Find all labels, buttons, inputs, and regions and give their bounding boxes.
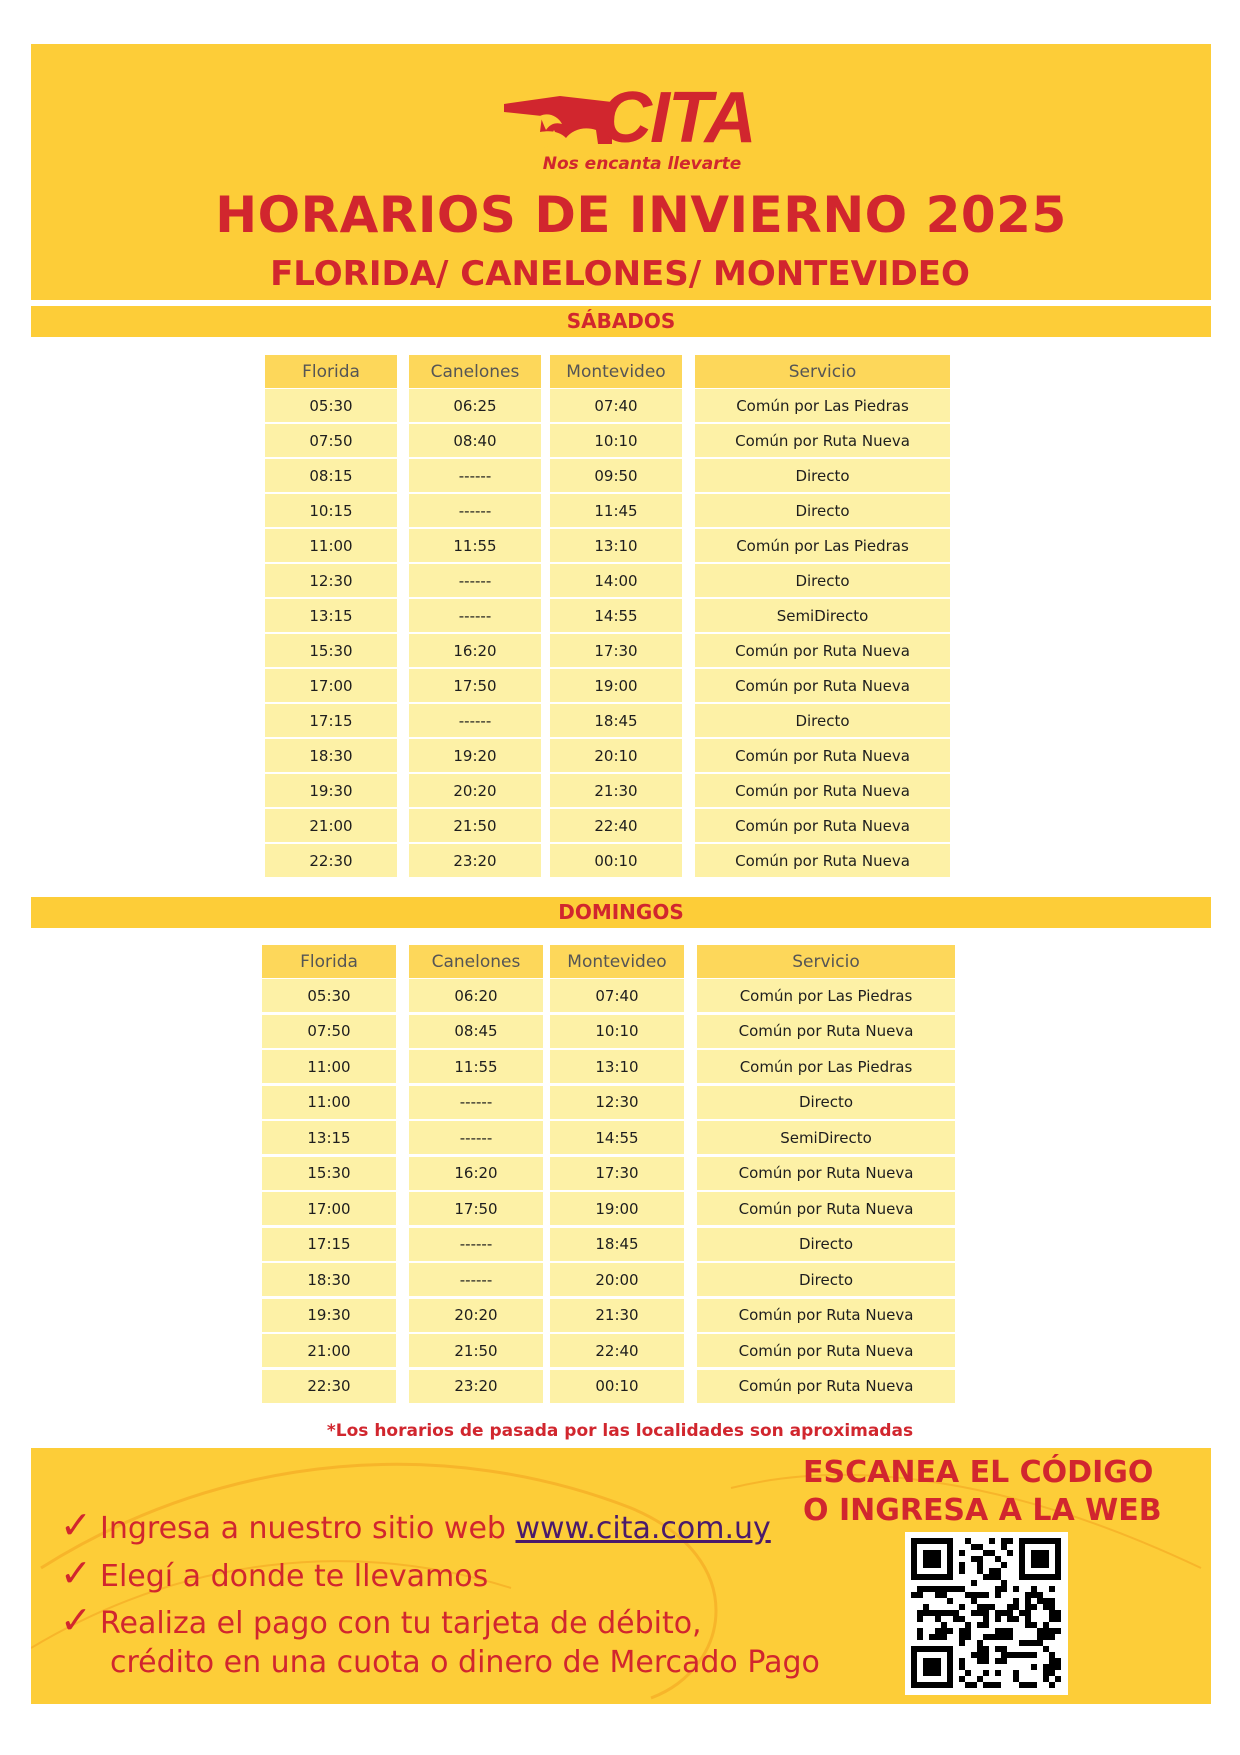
table-cell: 14:55 (550, 599, 682, 632)
table-cell: 22:40 (550, 1334, 684, 1367)
table-cell: 08:15 (265, 459, 397, 492)
table-cell: 09:50 (550, 459, 682, 492)
table-cell: ------ (409, 459, 541, 492)
table-cell: 21:30 (550, 774, 682, 807)
table-cell: 22:30 (265, 844, 397, 877)
table-cell: Común por Ruta Nueva (697, 1370, 955, 1403)
column-header: Canelones (409, 355, 541, 388)
table-cell: 00:10 (550, 844, 682, 877)
qr-code-image (905, 1532, 1068, 1695)
table-cell: 11:55 (409, 1050, 543, 1083)
table-cell: Directo (695, 564, 950, 597)
table-cell: 16:20 (409, 1157, 543, 1190)
table-cell: ------ (409, 704, 541, 737)
table-cell: Común por Las Piedras (695, 389, 950, 422)
table-cell: ------ (409, 1086, 543, 1119)
table-cell: 13:15 (265, 599, 397, 632)
column-florida (265, 355, 397, 877)
table-cell: Común por Ruta Nueva (695, 739, 950, 772)
table-cell: 16:20 (409, 634, 541, 667)
cta-line-2: O INGRESA A LA WEB (803, 1493, 1162, 1528)
table-cell: Común por Ruta Nueva (697, 1334, 955, 1367)
table-cell: 07:50 (262, 1015, 396, 1048)
column-header: Florida (265, 355, 397, 388)
table-cell: Común por Ruta Nueva (695, 424, 950, 457)
table-cell: 13:10 (550, 529, 682, 562)
step-1 (60, 1503, 771, 1547)
step-3-continued: crédito en una cuota o dinero de Mercado Pago (110, 1645, 820, 1680)
table-cell: Común por Ruta Nueva (697, 1192, 955, 1225)
table-cell: 17:50 (409, 669, 541, 702)
table-cell: 23:20 (409, 1370, 543, 1403)
table-cell: Directo (695, 704, 950, 737)
table-cell: 19:00 (550, 1192, 684, 1225)
table-cell: 21:30 (550, 1299, 684, 1332)
checkmark-icon: ✓ (60, 1503, 92, 1547)
checkmark-icon: ✓ (60, 1598, 92, 1642)
table-cell: 22:30 (262, 1370, 396, 1403)
qr-code[interactable] (905, 1532, 1068, 1695)
table-cell: Directo (697, 1086, 955, 1119)
table-cell: Común por Ruta Nueva (697, 1015, 955, 1048)
table-cell: Común por Ruta Nueva (695, 669, 950, 702)
table-cell: 10:10 (550, 424, 682, 457)
logo-wordmark: CITA (600, 78, 755, 158)
step-3-text: Realiza el pago con tu tarjeta de débito, (100, 1606, 702, 1641)
column-header: Servicio (697, 945, 955, 978)
table-cell: 18:30 (262, 1263, 396, 1296)
table-cell: Directo (695, 494, 950, 527)
section-header-sabados: SÁBADOS (31, 306, 1211, 337)
table-cell: Común por Las Piedras (697, 979, 955, 1012)
table-cell: 10:10 (550, 1015, 684, 1048)
table-cell: 14:55 (550, 1121, 684, 1154)
page-title: HORARIOS DE INVIERNO 2025 (215, 186, 1067, 244)
table-cell: 21:00 (265, 809, 397, 842)
table-cell: Común por Ruta Nueva (695, 774, 950, 807)
column-header: Canelones (409, 945, 543, 978)
table-cell: 07:50 (265, 424, 397, 457)
table-cell: 21:50 (409, 809, 541, 842)
cta-line-1: ESCANEA EL CÓDIGO (803, 1455, 1154, 1490)
column-canelones (409, 945, 543, 1403)
table-cell: 19:30 (262, 1299, 396, 1332)
table-cell: 11:45 (550, 494, 682, 527)
table-cell: 00:10 (550, 1370, 684, 1403)
table-cell: SemiDirecto (695, 599, 950, 632)
table-cell: 18:30 (265, 739, 397, 772)
table-cell: 17:30 (550, 1157, 684, 1190)
table-cell: 08:45 (409, 1015, 543, 1048)
table-cell: 19:20 (409, 739, 541, 772)
table-cell: ------ (409, 494, 541, 527)
table-cell: Común por Ruta Nueva (695, 844, 950, 877)
table-cell: ------ (409, 1263, 543, 1296)
table-cell: 19:30 (265, 774, 397, 807)
table-cell: 11:00 (265, 529, 397, 562)
table-cell: 14:00 (550, 564, 682, 597)
section-header-domingos: DOMINGOS (31, 897, 1211, 928)
table-cell: 05:30 (265, 389, 397, 422)
table-cell: 11:55 (409, 529, 541, 562)
table-cell: 13:15 (262, 1121, 396, 1154)
table-cell: 15:30 (265, 634, 397, 667)
column-canelones (409, 355, 541, 877)
table-cell: 10:15 (265, 494, 397, 527)
column-header: Servicio (695, 355, 950, 388)
table-cell: Directo (695, 459, 950, 492)
table-cell: 11:00 (262, 1086, 396, 1119)
table-cell: 17:15 (262, 1228, 396, 1261)
footnote: *Los horarios de pasada por las localidades son aproximadas (326, 1421, 914, 1441)
column-montevideo (550, 945, 684, 1403)
checkmark-icon: ✓ (60, 1551, 92, 1595)
table-cell: 17:30 (550, 634, 682, 667)
table-cell: 17:50 (409, 1192, 543, 1225)
column-florida (262, 945, 396, 1403)
table-cell: ------ (409, 1121, 543, 1154)
table-cell: 22:40 (550, 809, 682, 842)
table-cell: 13:10 (550, 1050, 684, 1083)
table-cell: Común por Ruta Nueva (695, 809, 950, 842)
column-servicio (695, 355, 950, 877)
step-2 (60, 1551, 488, 1595)
table-cell: 15:30 (262, 1157, 396, 1190)
table-cell: ------ (409, 599, 541, 632)
table-cell: ------ (409, 564, 541, 597)
step-1-text: Ingresa a nuestro sitio web (100, 1511, 516, 1546)
table-cell: 07:40 (550, 389, 682, 422)
table-cell: 20:20 (409, 774, 541, 807)
table-cell: Común por Las Piedras (697, 1050, 955, 1083)
table-cell: Directo (697, 1263, 955, 1296)
table-cell: ------ (409, 1228, 543, 1261)
table-cell: 17:00 (262, 1192, 396, 1225)
table-cell: 20:10 (550, 739, 682, 772)
table-cell: 21:50 (409, 1334, 543, 1367)
step-3 (60, 1598, 702, 1642)
table-cell: 12:30 (265, 564, 397, 597)
column-servicio (697, 945, 955, 1403)
table-cell: SemiDirecto (697, 1121, 955, 1154)
table-cell: 07:40 (550, 979, 684, 1012)
table-cell: Común por Ruta Nueva (697, 1157, 955, 1190)
column-header: Montevideo (550, 355, 682, 388)
table-cell: 11:00 (262, 1050, 396, 1083)
step-2-text: Elegí a donde te llevamos (100, 1559, 489, 1594)
table-cell: Común por Ruta Nueva (695, 634, 950, 667)
tagline: Nos encanta llevarte (542, 154, 742, 174)
table-cell: Común por Las Piedras (695, 529, 950, 562)
website-link[interactable]: www.cita.com.uy (515, 1511, 771, 1546)
column-header: Montevideo (550, 945, 684, 978)
table-cell: 06:25 (409, 389, 541, 422)
table-cell: 20:20 (409, 1299, 543, 1332)
table-cell: 05:30 (262, 979, 396, 1012)
table-cell: Común por Ruta Nueva (697, 1299, 955, 1332)
column-header: Florida (262, 945, 396, 978)
page-subtitle: FLORIDA/ CANELONES/ MONTEVIDEO (270, 254, 970, 294)
table-cell: 06:20 (409, 979, 543, 1012)
table-cell: 17:15 (265, 704, 397, 737)
table-cell: 12:30 (550, 1086, 684, 1119)
table-cell: 19:00 (550, 669, 682, 702)
table-cell: 23:20 (409, 844, 541, 877)
table-cell: 20:00 (550, 1263, 684, 1296)
column-montevideo (550, 355, 682, 877)
table-cell: Directo (697, 1228, 955, 1261)
table-cell: 08:40 (409, 424, 541, 457)
table-cell: 21:00 (262, 1334, 396, 1367)
table-cell: 18:45 (550, 1228, 684, 1261)
table-cell: 17:00 (265, 669, 397, 702)
table-cell: 18:45 (550, 704, 682, 737)
